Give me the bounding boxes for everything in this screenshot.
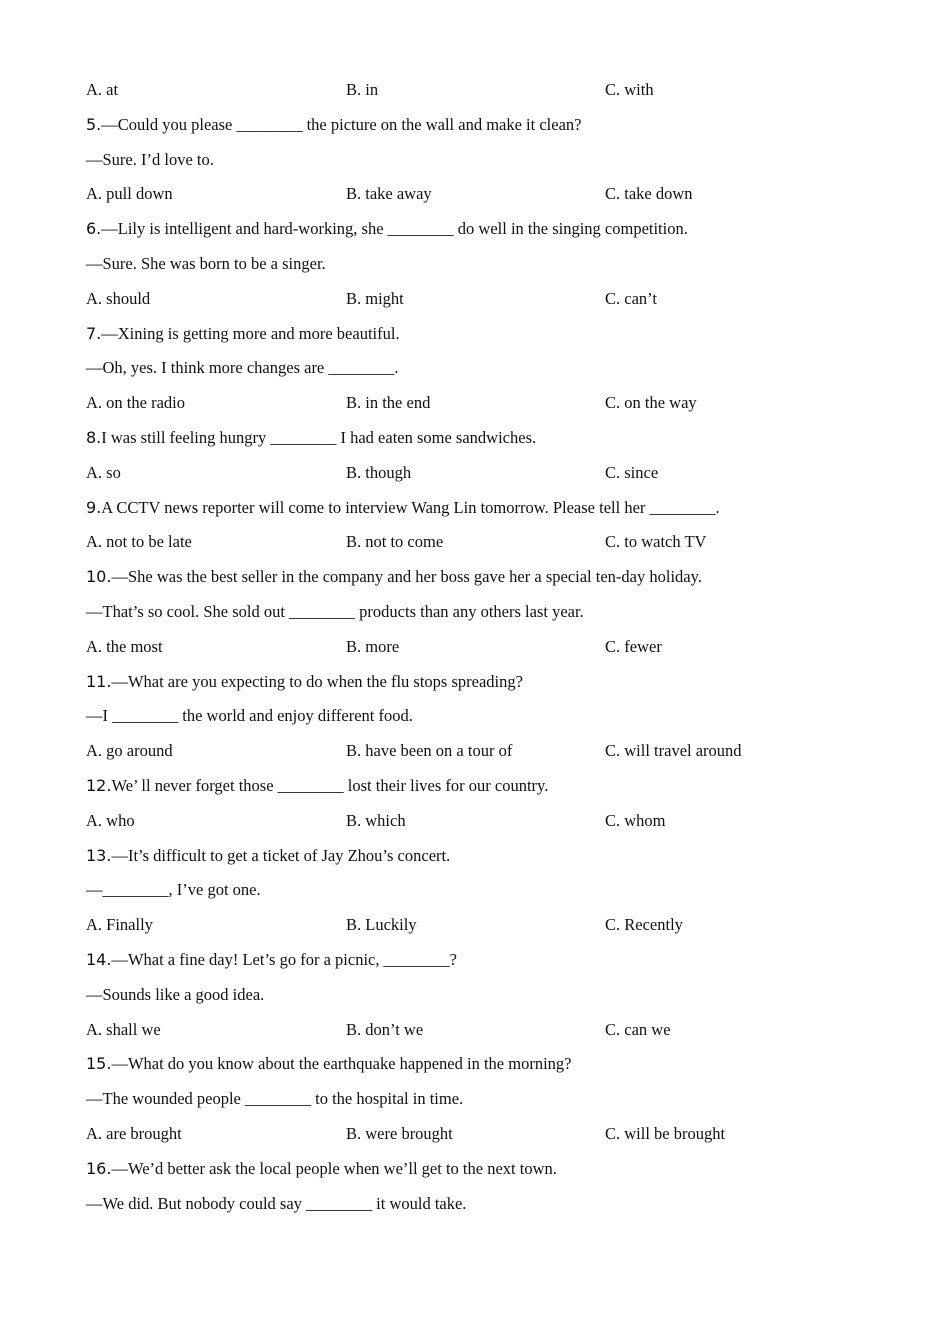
worksheet-page — [86, 78, 886, 1226]
option-a: A. on the radio — [86, 393, 185, 413]
question-text: —What a fine day! Let’s go for a picnic, ________? — [111, 949, 457, 969]
answer-options — [86, 530, 886, 565]
option-c: C. on the way — [605, 393, 697, 413]
option-b: B. which — [346, 810, 406, 830]
question-number: 12. — [86, 775, 112, 795]
option-b: B. more — [346, 636, 400, 656]
option-a: A. the most — [86, 636, 163, 656]
option-c: C. can we — [605, 1019, 671, 1039]
question-text: —She was the best seller in the company and her boss gave her a special ten-day holiday. — [111, 567, 702, 587]
question-text: We’ ll never forget those ________ lost their lives for our country. — [111, 775, 549, 795]
question-stem — [86, 496, 886, 531]
question-number: 8. — [86, 427, 102, 447]
answer-options — [86, 182, 886, 217]
option-a: A. shall we — [86, 1019, 161, 1039]
question-number: 15. — [86, 1054, 112, 1074]
option-a: A. are brought — [86, 1123, 182, 1143]
option-c: C. fewer — [605, 636, 662, 656]
answer-options — [86, 461, 886, 496]
answer-options — [86, 913, 886, 948]
question-number: 6. — [86, 219, 102, 239]
option-b: B. not to come — [346, 532, 444, 552]
question-stem — [86, 113, 886, 148]
option-b: B. don’t we — [346, 1019, 424, 1039]
option-c: C. will travel around — [605, 741, 742, 761]
option-c: C. to watch TV — [605, 532, 707, 552]
option-a: A. at — [86, 80, 119, 99]
answer-options — [86, 287, 886, 322]
option-a: A. Finally — [86, 915, 153, 935]
question-stem — [86, 844, 886, 879]
option-c: C. Recently — [605, 915, 683, 935]
response-line: —That’s so cool. She sold out ________ products than any others last year. — [86, 601, 584, 621]
question-number: 5. — [86, 114, 102, 134]
question-stem — [86, 774, 886, 809]
question-text: —It’s difficult to get a ticket of Jay Zhou’s concert. — [111, 845, 451, 865]
question-number: 9. — [86, 497, 102, 517]
question-stem — [86, 217, 886, 252]
question-number: 11. — [86, 671, 112, 691]
response-line: —We did. But nobody could say ________ it would take. — [86, 1193, 467, 1213]
answer-options — [86, 739, 886, 774]
response-line: —I ________ the world and enjoy different food. — [86, 706, 413, 726]
question-text: —We’d better ask the local people when we’ll get to the next town. — [111, 1158, 557, 1178]
question-stem — [86, 1052, 886, 1087]
option-a: A. so — [86, 462, 121, 482]
question-text: —Xining is getting more and more beautiful. — [101, 323, 400, 343]
option-a: A. who — [86, 810, 135, 830]
question-stem — [86, 670, 886, 705]
answer-options — [86, 391, 886, 426]
question-number: 16. — [86, 1158, 112, 1178]
answer-options — [86, 1122, 886, 1157]
option-b: B. might — [346, 288, 404, 308]
question-text: I was still feeling hungry ________ I had eaten some sandwiches. — [101, 427, 537, 447]
option-b: B. in — [346, 80, 379, 99]
response-line: —Sure. She was born to be a singer. — [86, 253, 326, 273]
option-c: C. can’t — [605, 288, 657, 308]
option-a: A. go around — [86, 741, 173, 761]
option-b: B. take away — [346, 184, 432, 204]
option-b: B. in the end — [346, 393, 431, 413]
response-line: —The wounded people ________ to the hospital in time. — [86, 1089, 464, 1109]
option-b: B. were brought — [346, 1123, 453, 1143]
response-line: —________, I’ve got one. — [86, 880, 261, 900]
question-stem — [86, 1157, 886, 1192]
option-a: A. not to be late — [86, 532, 192, 552]
question-stem — [86, 426, 886, 461]
question-text: —What are you expecting to do when the flu stops spreading? — [111, 671, 523, 691]
answer-options — [86, 1018, 886, 1053]
answer-options — [86, 809, 886, 844]
option-b: B. though — [346, 462, 412, 482]
question-stem — [86, 948, 886, 983]
question-stem — [86, 565, 886, 600]
option-c: C. since — [605, 462, 659, 482]
question-text: —Lily is intelligent and hard-working, she ________ do well in the singing competition. — [101, 219, 688, 239]
question-text: A CCTV news reporter will come to interview Wang Lin tomorrow. Please tell her ________. — [101, 497, 720, 517]
option-c: C. with — [605, 80, 654, 99]
response-line: —Oh, yes. I think more changes are ________. — [86, 358, 399, 378]
answer-options — [86, 78, 886, 113]
option-c: C. whom — [605, 810, 666, 830]
option-a: A. should — [86, 288, 151, 308]
question-number: 10. — [86, 567, 112, 587]
question-stem — [86, 322, 886, 357]
question-text: —What do you know about the earthquake happened in the morning? — [111, 1054, 572, 1074]
response-line: —Sure. I’d love to. — [86, 149, 214, 169]
question-number: 7. — [86, 323, 102, 343]
response-line: —Sounds like a good idea. — [86, 984, 265, 1004]
question-text: —Could you please ________ the picture on the wall and make it clean? — [101, 114, 582, 134]
option-b: B. have been on a tour of — [346, 741, 513, 761]
question-number: 14. — [86, 949, 112, 969]
answer-options — [86, 635, 886, 670]
option-b: B. Luckily — [346, 915, 417, 935]
question-number: 13. — [86, 845, 112, 865]
option-a: A. pull down — [86, 184, 173, 204]
option-c: C. take down — [605, 184, 693, 204]
option-c: C. will be brought — [605, 1123, 726, 1143]
